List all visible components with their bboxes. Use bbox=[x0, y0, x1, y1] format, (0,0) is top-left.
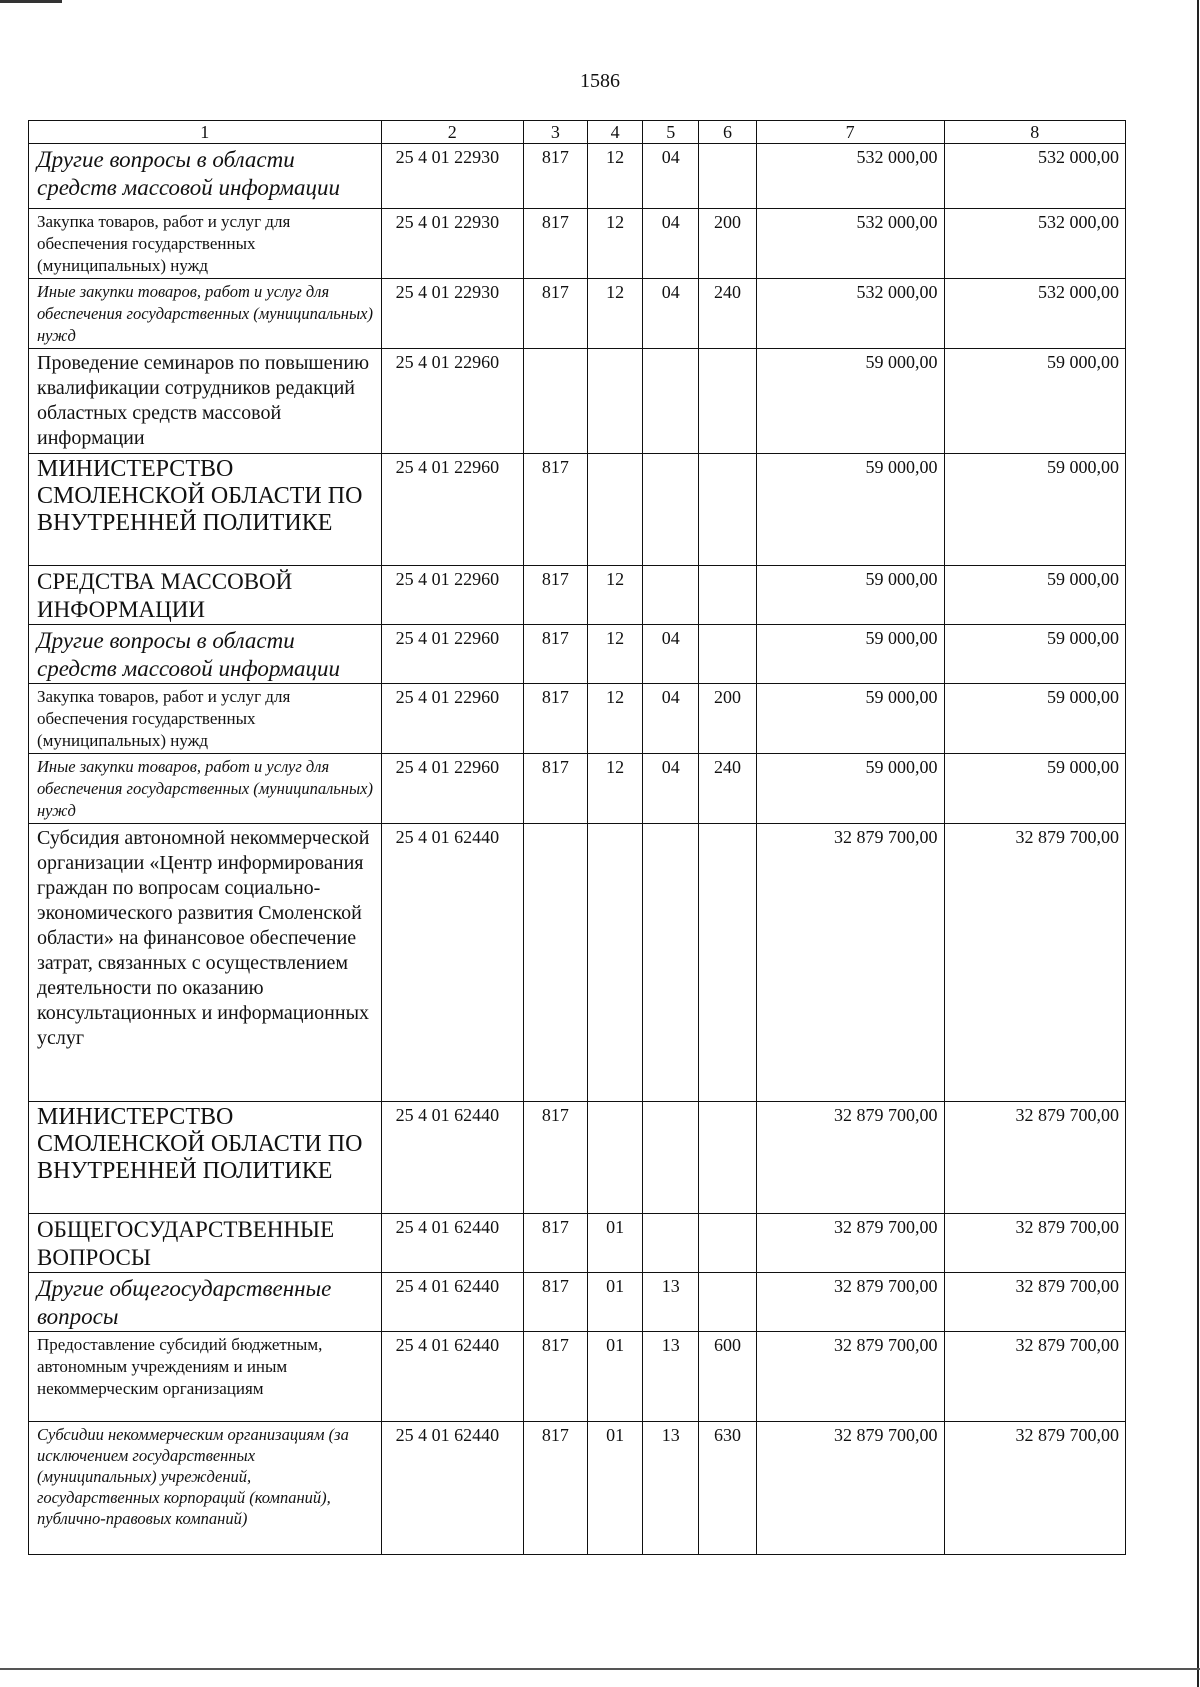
row-grbs: 817 bbox=[523, 625, 587, 684]
row-name: Предоставление субсидий бюджетным, автономным учреждениям и иным некоммерческим организациям bbox=[29, 1332, 382, 1422]
row-sum2: 32 879 700,00 bbox=[944, 1214, 1126, 1273]
row-csr: 25 4 01 62440 bbox=[381, 1422, 523, 1555]
row-csr: 25 4 01 22960 bbox=[381, 566, 523, 625]
row-csr: 25 4 01 62440 bbox=[381, 1102, 523, 1214]
row-name: Другие вопросы в области средств массовой информации bbox=[29, 625, 382, 684]
table-row bbox=[29, 209, 1126, 279]
scan-top-mark bbox=[0, 0, 62, 3]
row-sum1: 32 879 700,00 bbox=[756, 1102, 944, 1214]
row-grbs: 817 bbox=[523, 1332, 587, 1422]
row-pr: 13 bbox=[643, 1332, 699, 1422]
row-grbs: 817 bbox=[523, 566, 587, 625]
row-vr bbox=[699, 625, 757, 684]
row-pr bbox=[643, 1102, 699, 1214]
row-rz: 12 bbox=[587, 279, 643, 349]
page-number: 1586 bbox=[580, 70, 620, 92]
table-row bbox=[29, 1273, 1126, 1332]
table-row bbox=[29, 279, 1126, 349]
row-vr bbox=[699, 144, 757, 209]
header-col-7: 7 bbox=[756, 121, 944, 144]
row-name: Иные закупки товаров, работ и услуг для обеспечения государственных (муниципальных) нужд bbox=[29, 754, 382, 824]
row-vr bbox=[699, 1273, 757, 1332]
row-pr: 04 bbox=[643, 754, 699, 824]
row-pr: 13 bbox=[643, 1273, 699, 1332]
row-sum2: 59 000,00 bbox=[944, 454, 1126, 566]
row-vr bbox=[699, 349, 757, 454]
row-csr: 25 4 01 22960 bbox=[381, 349, 523, 454]
row-sum2: 59 000,00 bbox=[944, 566, 1126, 625]
row-sum2: 59 000,00 bbox=[944, 754, 1126, 824]
row-grbs: 817 bbox=[523, 684, 587, 754]
row-csr: 25 4 01 62440 bbox=[381, 824, 523, 1102]
row-vr: 240 bbox=[699, 754, 757, 824]
row-csr: 25 4 01 62440 bbox=[381, 1332, 523, 1422]
table-row bbox=[29, 824, 1126, 1102]
row-name: МИНИСТЕРСТВО СМОЛЕНСКОЙ ОБЛАСТИ ПО ВНУТРЕННЕЙ ПОЛИТИКЕ bbox=[29, 454, 382, 566]
row-sum2: 32 879 700,00 bbox=[944, 1102, 1126, 1214]
row-name: Субсидия автономной некоммерческой организации «Центр информирования граждан по вопросам социально-экономического развития Смоленской области» на финансовое обеспечение затрат, связанных с осуществлением деятельности по оказанию консультационных и информационных услуг bbox=[29, 824, 382, 1102]
row-pr: 04 bbox=[643, 279, 699, 349]
row-sum1: 59 000,00 bbox=[756, 566, 944, 625]
row-name: Проведение семинаров по повышению квалификации сотрудников редакций областных средств массовой информации bbox=[29, 349, 382, 454]
header-col-8: 8 bbox=[944, 121, 1126, 144]
row-sum2: 532 000,00 bbox=[944, 144, 1126, 209]
header-col-3: 3 bbox=[523, 121, 587, 144]
row-pr: 04 bbox=[643, 144, 699, 209]
row-grbs: 817 bbox=[523, 209, 587, 279]
row-pr bbox=[643, 824, 699, 1102]
scan-right-border bbox=[1197, 0, 1199, 1687]
row-csr: 25 4 01 22930 bbox=[381, 279, 523, 349]
row-grbs bbox=[523, 824, 587, 1102]
header-col-4: 4 bbox=[587, 121, 643, 144]
row-pr: 13 bbox=[643, 1422, 699, 1555]
row-vr: 200 bbox=[699, 684, 757, 754]
row-name: МИНИСТЕРСТВО СМОЛЕНСКОЙ ОБЛАСТИ ПО ВНУТРЕННЕЙ ПОЛИТИКЕ bbox=[29, 1102, 382, 1214]
row-vr: 200 bbox=[699, 209, 757, 279]
row-rz: 12 bbox=[587, 144, 643, 209]
header-col-6: 6 bbox=[699, 121, 757, 144]
row-name: Иные закупки товаров, работ и услуг для обеспечения государственных (муниципальных) нужд bbox=[29, 279, 382, 349]
row-vr bbox=[699, 1214, 757, 1273]
row-sum1: 32 879 700,00 bbox=[756, 1273, 944, 1332]
header-col-2: 2 bbox=[381, 121, 523, 144]
row-pr bbox=[643, 1214, 699, 1273]
row-sum1: 532 000,00 bbox=[756, 209, 944, 279]
table-row bbox=[29, 349, 1126, 454]
row-rz: 12 bbox=[587, 566, 643, 625]
table-row bbox=[29, 1214, 1126, 1273]
row-sum1: 32 879 700,00 bbox=[756, 1422, 944, 1555]
row-pr: 04 bbox=[643, 209, 699, 279]
row-grbs: 817 bbox=[523, 279, 587, 349]
row-grbs bbox=[523, 349, 587, 454]
row-vr: 630 bbox=[699, 1422, 757, 1555]
row-rz: 01 bbox=[587, 1422, 643, 1555]
row-name: Закупка товаров, работ и услуг для обеспечения государственных (муниципальных) нужд bbox=[29, 209, 382, 279]
row-vr: 600 bbox=[699, 1332, 757, 1422]
row-sum1: 59 000,00 bbox=[756, 349, 944, 454]
row-csr: 25 4 01 62440 bbox=[381, 1214, 523, 1273]
row-pr bbox=[643, 566, 699, 625]
table-row bbox=[29, 684, 1126, 754]
row-rz: 01 bbox=[587, 1214, 643, 1273]
row-csr: 25 4 01 22960 bbox=[381, 454, 523, 566]
row-grbs: 817 bbox=[523, 1102, 587, 1214]
row-grbs: 817 bbox=[523, 1273, 587, 1332]
row-sum2: 32 879 700,00 bbox=[944, 1273, 1126, 1332]
row-sum1: 32 879 700,00 bbox=[756, 824, 944, 1102]
header-row bbox=[29, 121, 1126, 144]
row-sum1: 59 000,00 bbox=[756, 625, 944, 684]
row-sum1: 32 879 700,00 bbox=[756, 1214, 944, 1273]
row-rz bbox=[587, 824, 643, 1102]
row-name: ОБЩЕГОСУДАРСТВЕННЫЕ ВОПРОСЫ bbox=[29, 1214, 382, 1273]
table-row bbox=[29, 454, 1126, 566]
row-grbs: 817 bbox=[523, 454, 587, 566]
row-pr bbox=[643, 349, 699, 454]
row-rz: 12 bbox=[587, 684, 643, 754]
table-row bbox=[29, 1422, 1126, 1555]
row-vr bbox=[699, 454, 757, 566]
row-csr: 25 4 01 22960 bbox=[381, 684, 523, 754]
row-csr: 25 4 01 22930 bbox=[381, 144, 523, 209]
row-rz: 12 bbox=[587, 754, 643, 824]
row-rz bbox=[587, 349, 643, 454]
row-vr bbox=[699, 566, 757, 625]
row-csr: 25 4 01 22960 bbox=[381, 754, 523, 824]
table-row bbox=[29, 1332, 1126, 1422]
row-sum1: 532 000,00 bbox=[756, 279, 944, 349]
row-grbs: 817 bbox=[523, 1422, 587, 1555]
scan-bottom-border bbox=[0, 1668, 1200, 1670]
row-name: Закупка товаров, работ и услуг для обеспечения государственных (муниципальных) нужд bbox=[29, 684, 382, 754]
row-csr: 25 4 01 22960 bbox=[381, 625, 523, 684]
row-vr bbox=[699, 824, 757, 1102]
row-pr: 04 bbox=[643, 684, 699, 754]
row-sum2: 32 879 700,00 bbox=[944, 1332, 1126, 1422]
row-sum1: 59 000,00 bbox=[756, 454, 944, 566]
row-rz bbox=[587, 1102, 643, 1214]
table-body bbox=[29, 144, 1126, 1555]
row-csr: 25 4 01 62440 bbox=[381, 1273, 523, 1332]
table-header bbox=[29, 121, 1126, 144]
row-rz bbox=[587, 454, 643, 566]
table-row bbox=[29, 144, 1126, 209]
row-name: Субсидии некоммерческим организациям (за исключением государственных (муниципальных) учреждений, государственных корпораций (компаний), публично-правовых компаний) bbox=[29, 1422, 382, 1555]
row-sum2: 32 879 700,00 bbox=[944, 1422, 1126, 1555]
header-col-5: 5 bbox=[643, 121, 699, 144]
row-sum1: 59 000,00 bbox=[756, 684, 944, 754]
row-rz: 01 bbox=[587, 1273, 643, 1332]
header-col-1: 1 bbox=[29, 121, 382, 144]
row-grbs: 817 bbox=[523, 1214, 587, 1273]
row-sum1: 59 000,00 bbox=[756, 754, 944, 824]
row-sum2: 32 879 700,00 bbox=[944, 824, 1126, 1102]
row-name: Другие вопросы в области средств массовой информации bbox=[29, 144, 382, 209]
row-sum1: 532 000,00 bbox=[756, 144, 944, 209]
row-rz: 01 bbox=[587, 1332, 643, 1422]
row-name: Другие общегосударственные вопросы bbox=[29, 1273, 382, 1332]
row-vr: 240 bbox=[699, 279, 757, 349]
row-name: СРЕДСТВА МАССОВОЙ ИНФОРМАЦИИ bbox=[29, 566, 382, 625]
table-row bbox=[29, 625, 1126, 684]
budget-table bbox=[28, 120, 1126, 1555]
row-vr bbox=[699, 1102, 757, 1214]
table-row bbox=[29, 754, 1126, 824]
row-sum1: 32 879 700,00 bbox=[756, 1332, 944, 1422]
row-sum2: 59 000,00 bbox=[944, 684, 1126, 754]
row-pr bbox=[643, 454, 699, 566]
row-sum2: 532 000,00 bbox=[944, 209, 1126, 279]
row-csr: 25 4 01 22930 bbox=[381, 209, 523, 279]
table-row bbox=[29, 1102, 1126, 1214]
row-sum2: 532 000,00 bbox=[944, 279, 1126, 349]
table-row bbox=[29, 566, 1126, 625]
row-sum2: 59 000,00 bbox=[944, 625, 1126, 684]
row-sum2: 59 000,00 bbox=[944, 349, 1126, 454]
row-rz: 12 bbox=[587, 625, 643, 684]
row-grbs: 817 bbox=[523, 144, 587, 209]
row-pr: 04 bbox=[643, 625, 699, 684]
row-rz: 12 bbox=[587, 209, 643, 279]
row-grbs: 817 bbox=[523, 754, 587, 824]
